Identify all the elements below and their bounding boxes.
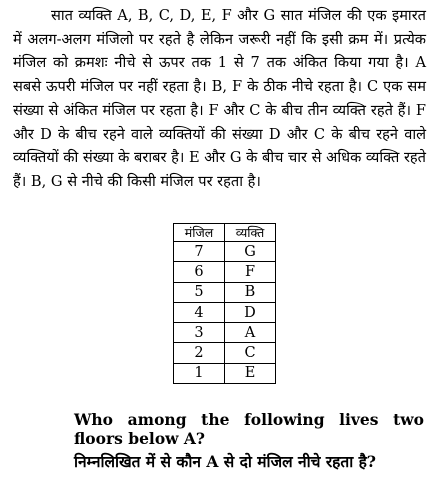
person-cell: D	[225, 302, 276, 322]
table-header-row	[174, 224, 276, 242]
person-cell: B	[225, 282, 276, 302]
table-row	[174, 282, 276, 302]
person-cell: C	[225, 343, 276, 363]
table-row	[174, 343, 276, 363]
floor-arrangement-table-container	[173, 223, 276, 384]
table-row	[174, 302, 276, 322]
header-person: व्यक्ति	[225, 224, 276, 242]
floor-cell: 2	[174, 343, 225, 363]
question-english: Who among the following lives two floors below A?	[74, 410, 424, 448]
floor-cell: 5	[174, 282, 225, 302]
floor-cell: 7	[174, 242, 225, 262]
person-cell: A	[225, 323, 276, 343]
floor-cell: 6	[174, 262, 225, 282]
header-floor: मंजिल	[174, 224, 225, 242]
table-row	[174, 242, 276, 262]
table-row	[174, 323, 276, 343]
floor-arrangement-table	[173, 223, 276, 384]
person-cell: E	[225, 363, 276, 383]
person-cell: F	[225, 262, 276, 282]
table-row	[174, 363, 276, 383]
puzzle-passage: सात व्यक्ति A, B, C, D, E, F और G सात मंजिल की एक इमारत में अलग-अलग मंजिलो पर रहते है लेकिन जरूरी नहीं कि इसी क्रम में। प्रत्येक मंजिल को क्रमशः नीचे से ऊपर तक 1 से 7 तक अंकित किया गया है। A सबसे ऊपरी मंजिल पर नहीं रहता है। B, F के ठीक नीचे रहता है। C एक सम संख्या से अंकित मंजिल पर रहता है। F और C के बीच तीन व्यक्ति रहते हैं। F और D के बीच रहने वाले व्यक्तियों की संख्या D और C के बीच रहने वाले व्यक्तियों की संख्या के बराबर है। E और G के बीच चार से अधिक व्यक्ति रहते हैं। B, G से नीचे की किसी मंजिल पर रहता है।	[13, 7, 426, 190]
floor-cell: 1	[174, 363, 225, 383]
question-block	[74, 410, 424, 474]
floor-cell: 3	[174, 323, 225, 343]
person-cell: G	[225, 242, 276, 262]
floor-cell: 4	[174, 302, 225, 322]
table-row	[174, 262, 276, 282]
question-hindi: निम्नलिखित में से कौन A से दो मंजिल नीचे रहता है?	[74, 452, 376, 471]
